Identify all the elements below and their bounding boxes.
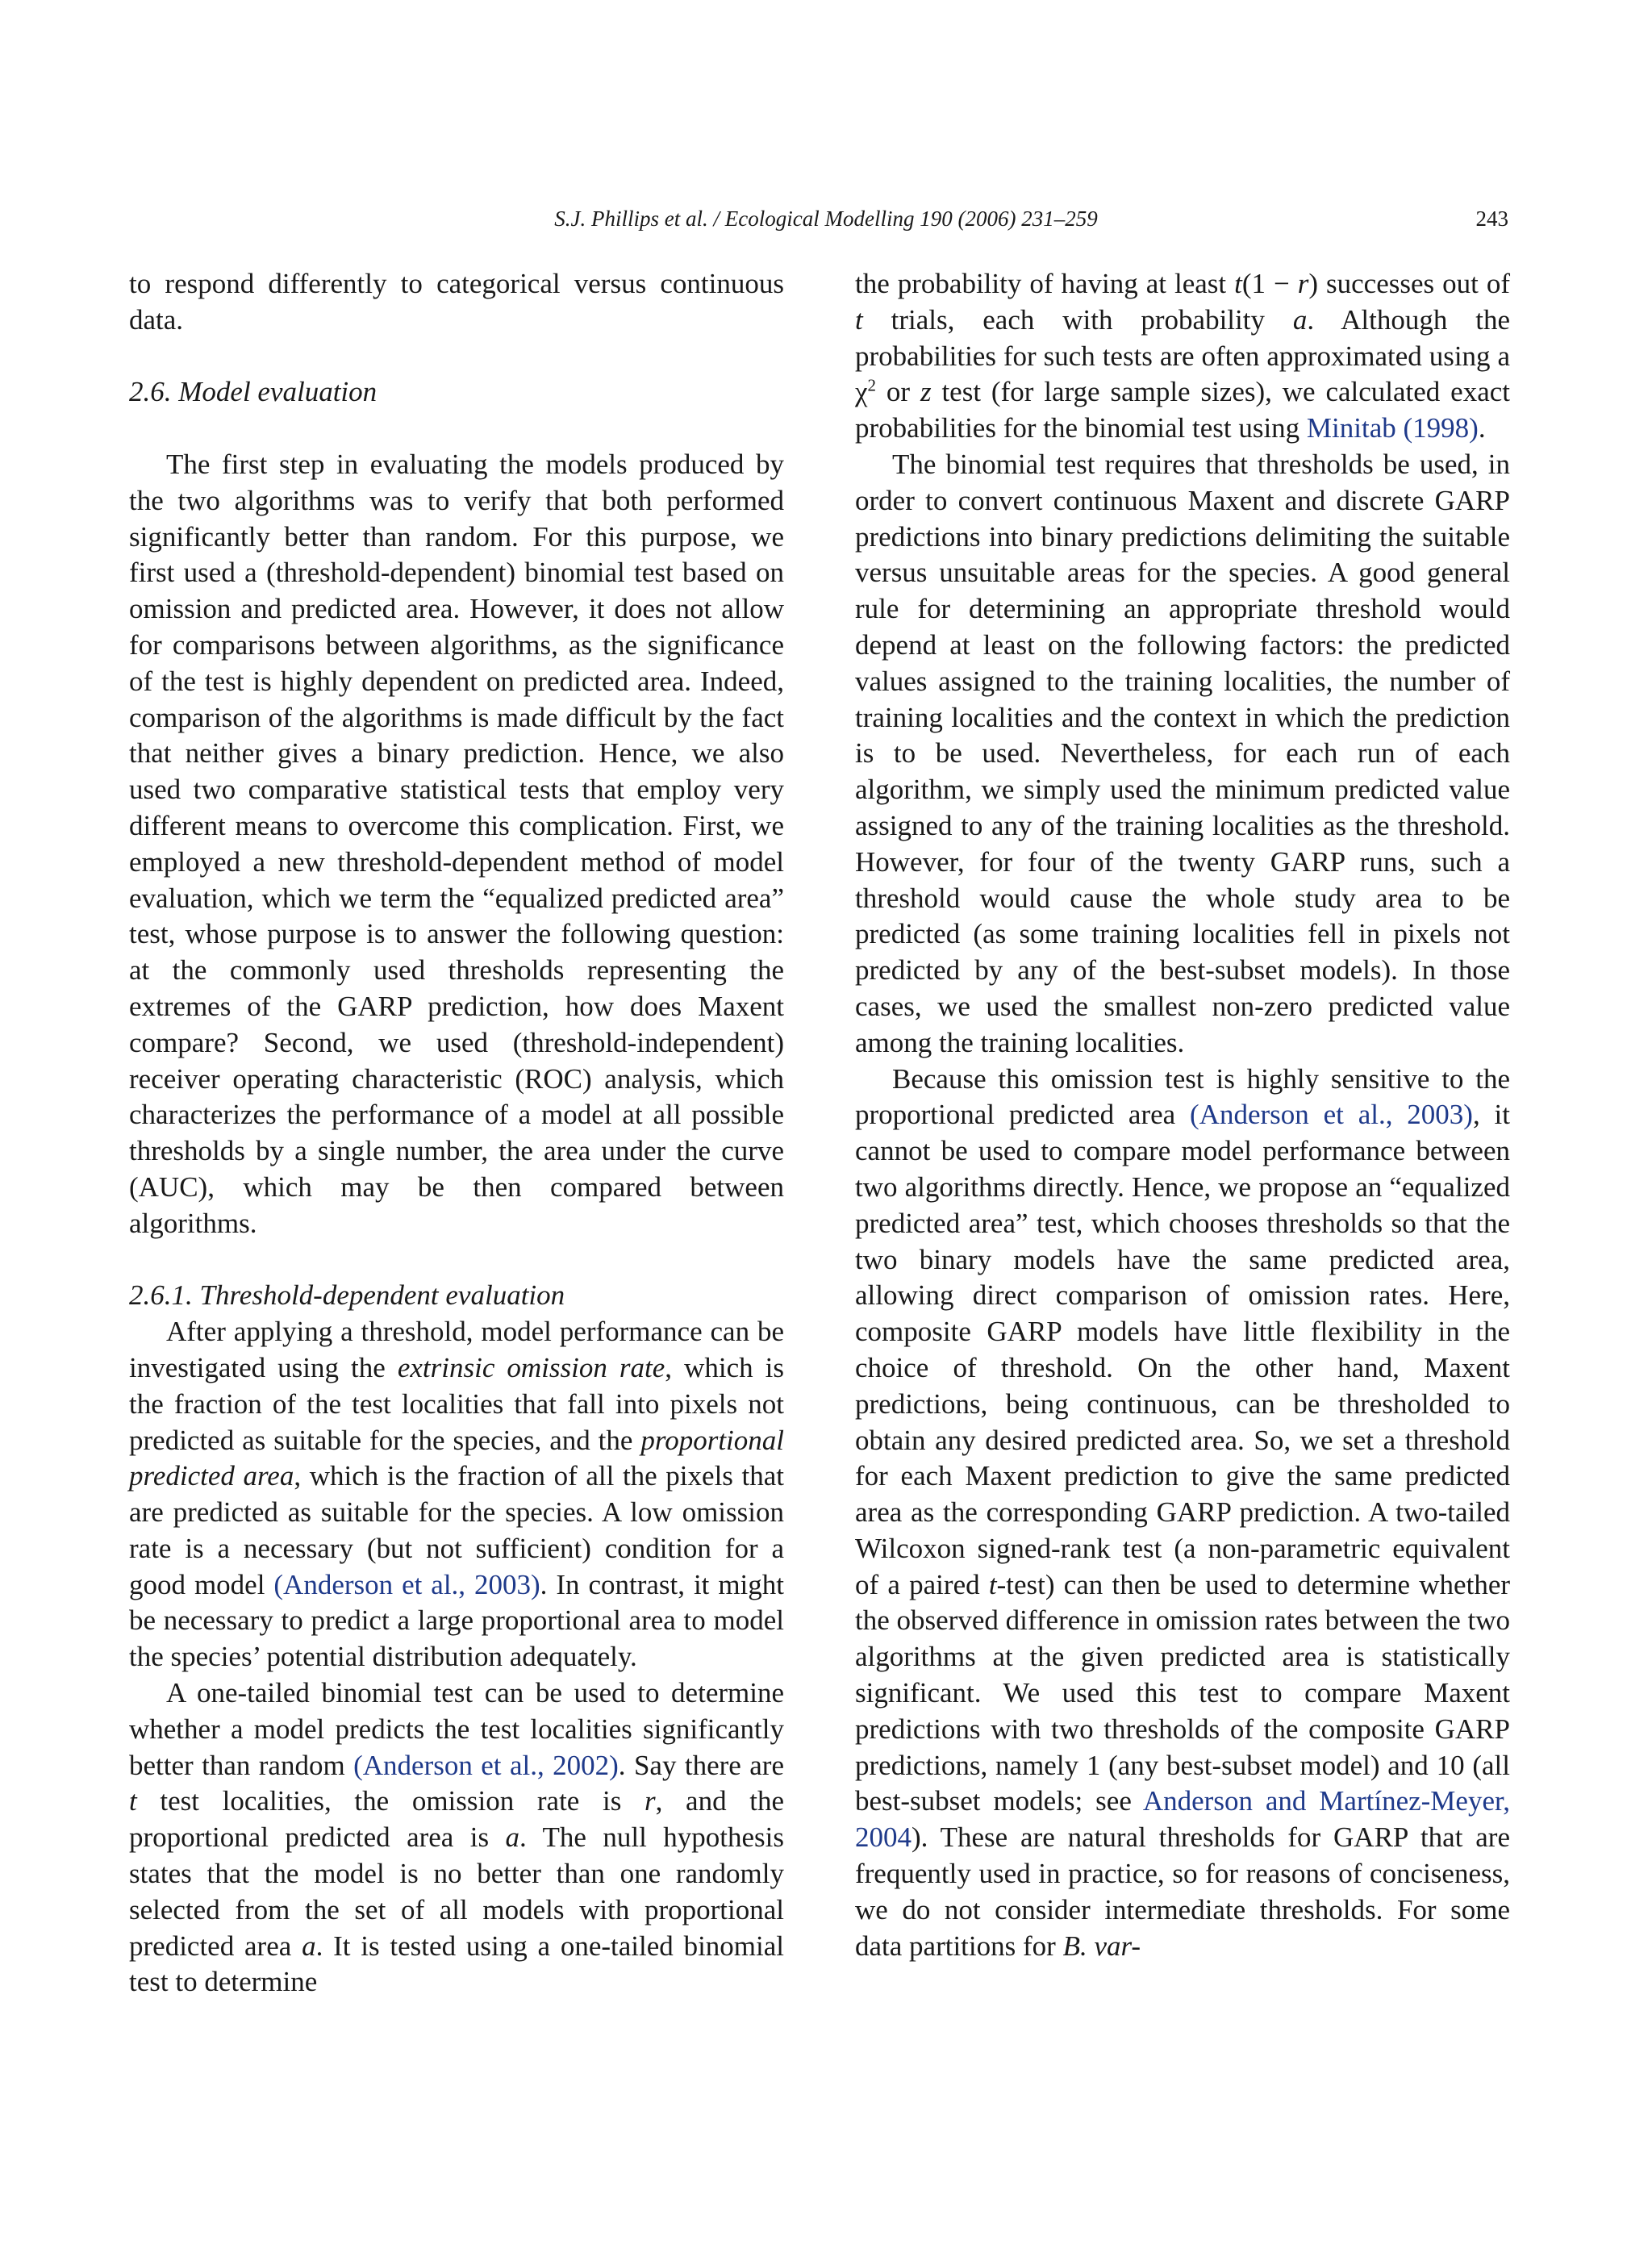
citation-link[interactable]: (Anderson et al., 2003) bbox=[1190, 1099, 1473, 1131]
right-column bbox=[855, 266, 1510, 1964]
paragraph-continued: to respond differently to categorical versus continuous data. bbox=[129, 268, 784, 336]
paragraph-model-evaluation: The first step in evaluating the models produced by the two algorithms was to verify that both performed significantly better than random. For this purpose, we first used a (threshold-dependent) binomial test based on omission and predicted area. However, it does not allow for comparisons between algorithms, as the significance of the test is highly dependent on predicted area. Indeed, comparison of the algorithms is made difficult by the fact that neither gives a binary prediction. Hence, we also used two comparative statistical tests that employ very different means to overcome this complication. First, we employed a new threshold-dependent method of model evaluation, which we term the “equalized predicted area” test, whose purpose is to answer the following question: at the commonly used thresholds representing the extremes of the GARP prediction, how does Maxent compare? Second, we used (threshold-independent) receiver operating characteristic (ROC) analysis, which characterizes the performance of a model at all possible thresholds by a single number, the area under the curve (AUC), which may be then compared between algorithms. bbox=[129, 448, 784, 1239]
section-heading-2-6: 2.6. Model evaluation bbox=[129, 376, 378, 408]
running-head: S.J. Phillips et al. / Ecological Modelling 190 (2006) 231–259 bbox=[554, 207, 1098, 231]
species-name: B. var- bbox=[1062, 1930, 1141, 1962]
term-proportional-predicted-area: proportional predicted area bbox=[129, 1424, 784, 1492]
paragraph-thresholds: The binomial test requires that thresholds be used, in order to convert continuous Maxent and discrete GARP predictions into binary predictions delimiting the suitable versus unsuitable areas for the species. A good general rule for determining an appropriate threshold would depend at least on the following factors: the predicted values assigned to the training localities, the number of training localities and the context in which the prediction is to be used. Nevertheless, for each run of each algorithm, we simply used the minimum predicted value assigned to any of the training localities as the threshold. However, for four of the twenty GARP runs, such a threshold would cause the whole study area to be predicted (as some training localities fell in pixels not predicted by any of the best-subset models). In those cases, we used the smallest non-zero predicted value among the training localities. bbox=[855, 448, 1510, 1058]
page-number: 243 bbox=[1475, 207, 1508, 231]
citation-link[interactable]: (Anderson et al., 2003) bbox=[273, 1568, 540, 1600]
citation-link[interactable]: (Anderson et al., 2002) bbox=[353, 1749, 619, 1781]
citation-link[interactable]: Minitab (1998) bbox=[1306, 412, 1479, 444]
term-extrinsic-omission-rate: extrinsic omission rate bbox=[397, 1351, 665, 1383]
page-header bbox=[0, 207, 1652, 239]
paragraph-binomial-continued: the probability of having at least t(1 − r) successes out of t trials, each with probability a. Although the probabilities for such tests are often approximated using a $\chi^2$ or z test (for large sample sizes), we calculated exact probabilities for the binomial test using Minitab (1998). bbox=[855, 268, 1511, 444]
citation-link[interactable]: Anderson and Martínez-Meyer, 2004 bbox=[855, 1785, 1510, 1854]
paragraph-threshold-dependent: After applying a threshold, model performance can be investigated using the extrinsic omission rate, which is the fraction of the test localities that fall into pixels not predicted as suitable for the species, and the proportional predicted area, which is the fraction of all the pixels that are predicted as suitable for the species. A low omission rate is a necessary (but not sufficient) condition for a good model (Anderson et al., 2003). In contrast, it might be necessary to predict a large proportional area to model the species’ potential distribution adequately. bbox=[129, 1316, 785, 1673]
subsection-heading-2-6-1: 2.6.1. Threshold-dependent evaluation bbox=[129, 1279, 565, 1312]
left-column bbox=[129, 266, 784, 2001]
paragraph-equalized-area: Because this omission test is highly sensitive to the proportional predicted area (Anderson et al., 2003), it cannot be used to compare model performance between two algorithms directly. Hence, we propose an “equalized predicted area” test, which chooses thresholds so that the two binary models have the same predicted area, allowing direct comparison of omission rates. Here, composite GARP models have little flexibility in the choice of threshold. On the other hand, Maxent predictions, being continuous, can be thresholded to obtain any desired predicted area. So, we set a threshold for each Maxent prediction to give the same predicted area as the corresponding GARP prediction. A two-tailed Wilcoxon signed-rank test (a non-parametric equivalent of a paired t-test) can then be used to determine whether the observed difference in omission rates between the two algorithms at the given predicted area is statistically significant. We used this test to compare Maxent predictions with two thresholds of the composite GARP predictions, namely 1 (any best-subset model) and 10 (all best-subset models; see Anderson and Martínez-Meyer, 2004). These are natural thresholds for GARP that are frequently used in practice, so for reasons of conciseness, we do not consider intermediate thresholds. For some data partitions for B. var- bbox=[855, 1062, 1511, 1962]
paragraph-binomial-test: A one-tailed binomial test can be used to determine whether a model predicts the test localities significantly better than random (Anderson et al., 2002). Say there are t test localities, the omission rate is r, and the proportional predicted area is a. The null hypothesis states that the model is no better than one randomly selected from the set of all models with proportional predicted area a. It is tested using a one-tailed binomial test to determine bbox=[129, 1677, 785, 1998]
